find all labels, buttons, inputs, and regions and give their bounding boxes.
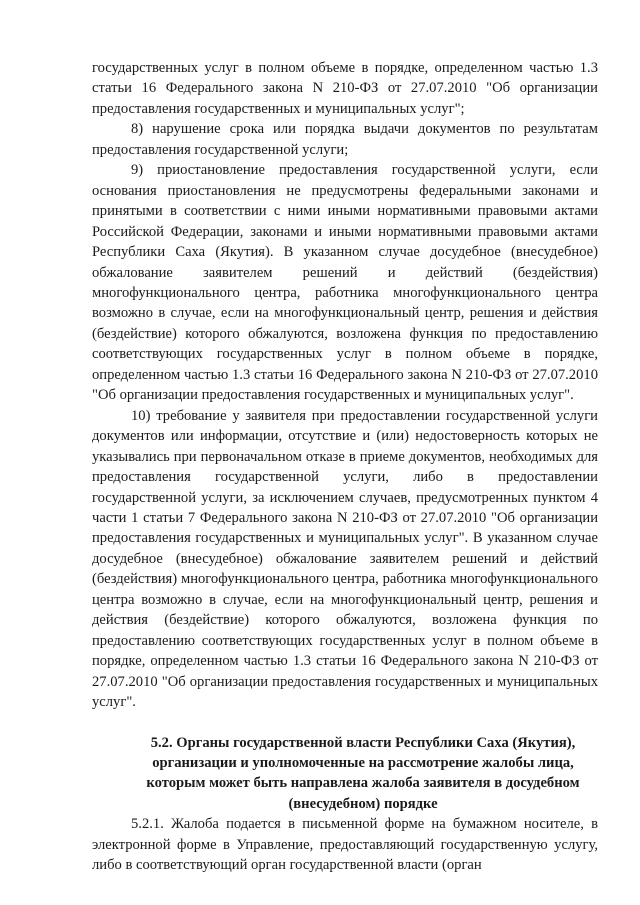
- paragraph-item-8: 8) нарушение срока или порядка выдачи документов по результатам предоставления государственной услуги;: [92, 121, 598, 158]
- paragraph-item-9: 9) приостановление предоставления государственной услуги, если основания приостановления не предусмотрены федеральными законами и принятыми в соответствии с ними иными нормативными правовыми актами Российской Федерации, законами и иными нормативными правовыми актами Республики Саха (Якутия). В указанном случае досудебное (внесудебное) обжалование заявителем решений и действий (бездействия) многофункционального центра, работника многофункционального центра возможно в случае, если на многофункциональный центр, решения и действия (бездействие) которого обжалуются, возложена функция по предоставлению соответствующих государственных услуг в полном объеме в порядке, определенном частью 1.3 статьи 16 Федерального закона N 210-ФЗ от 27.07.2010 "Об организации предоставления государственных и муниципальных услуг".: [92, 162, 598, 404]
- paragraph-continuation: государственных услуг в полном объеме в порядке, определенном частью 1.3 статьи 16 Федерального закона N 210-ФЗ от 27.07.2010 "Об организации предоставления государственных и муниципальных услуг";: [92, 60, 598, 117]
- section-heading-5-2: 5.2. Органы государственной власти Республики Саха (Якутия), организации и уполномоченные на рассмотрение жалобы лица, которым может быть направлена жалоба заявителя в досудебном (внесудебном) порядке: [146, 734, 580, 812]
- paragraph-item-10: 10) требование у заявителя при предоставлении государственной услуги документов или информации, отсутствие и (или) недостоверность которых не указывались при первоначальном отказе в приеме документов, необходимых для предоставления государственной услуги, либо в предоставлении государственной услуги, за исключением случаев, предусмотренных пунктом 4 части 1 статьи 7 Федерального закона N 210-ФЗ от 27.07.2010 "Об организации предоставления государственных и муниципальных услуг". В указанном случае досудебное (внесудебное) обжалование заявителем решений и действий (бездействия) многофункционального центра, работника многофункционального центра возможно в случае, если на многофункциональный центр, решения и действия (бездействие) которого обжалуются, возложена функция по предоставлению соответствующих государственных услуг в полном объеме в порядке, определенном частью 1.3 статьи 16 Федерального закона N 210-ФЗ от 27.07.2010 "Об организации предоставления государственных и муниципальных услуг".: [92, 407, 598, 711]
- paragraph-5-2-1: 5.2.1. Жалоба подается в письменной форме на бумажном носителе, в электронной форме в Управление, предоставляющий государственную услугу, либо в соответствующий орган государственной власти (орган: [92, 816, 598, 874]
- document-page: [92, 58, 598, 876]
